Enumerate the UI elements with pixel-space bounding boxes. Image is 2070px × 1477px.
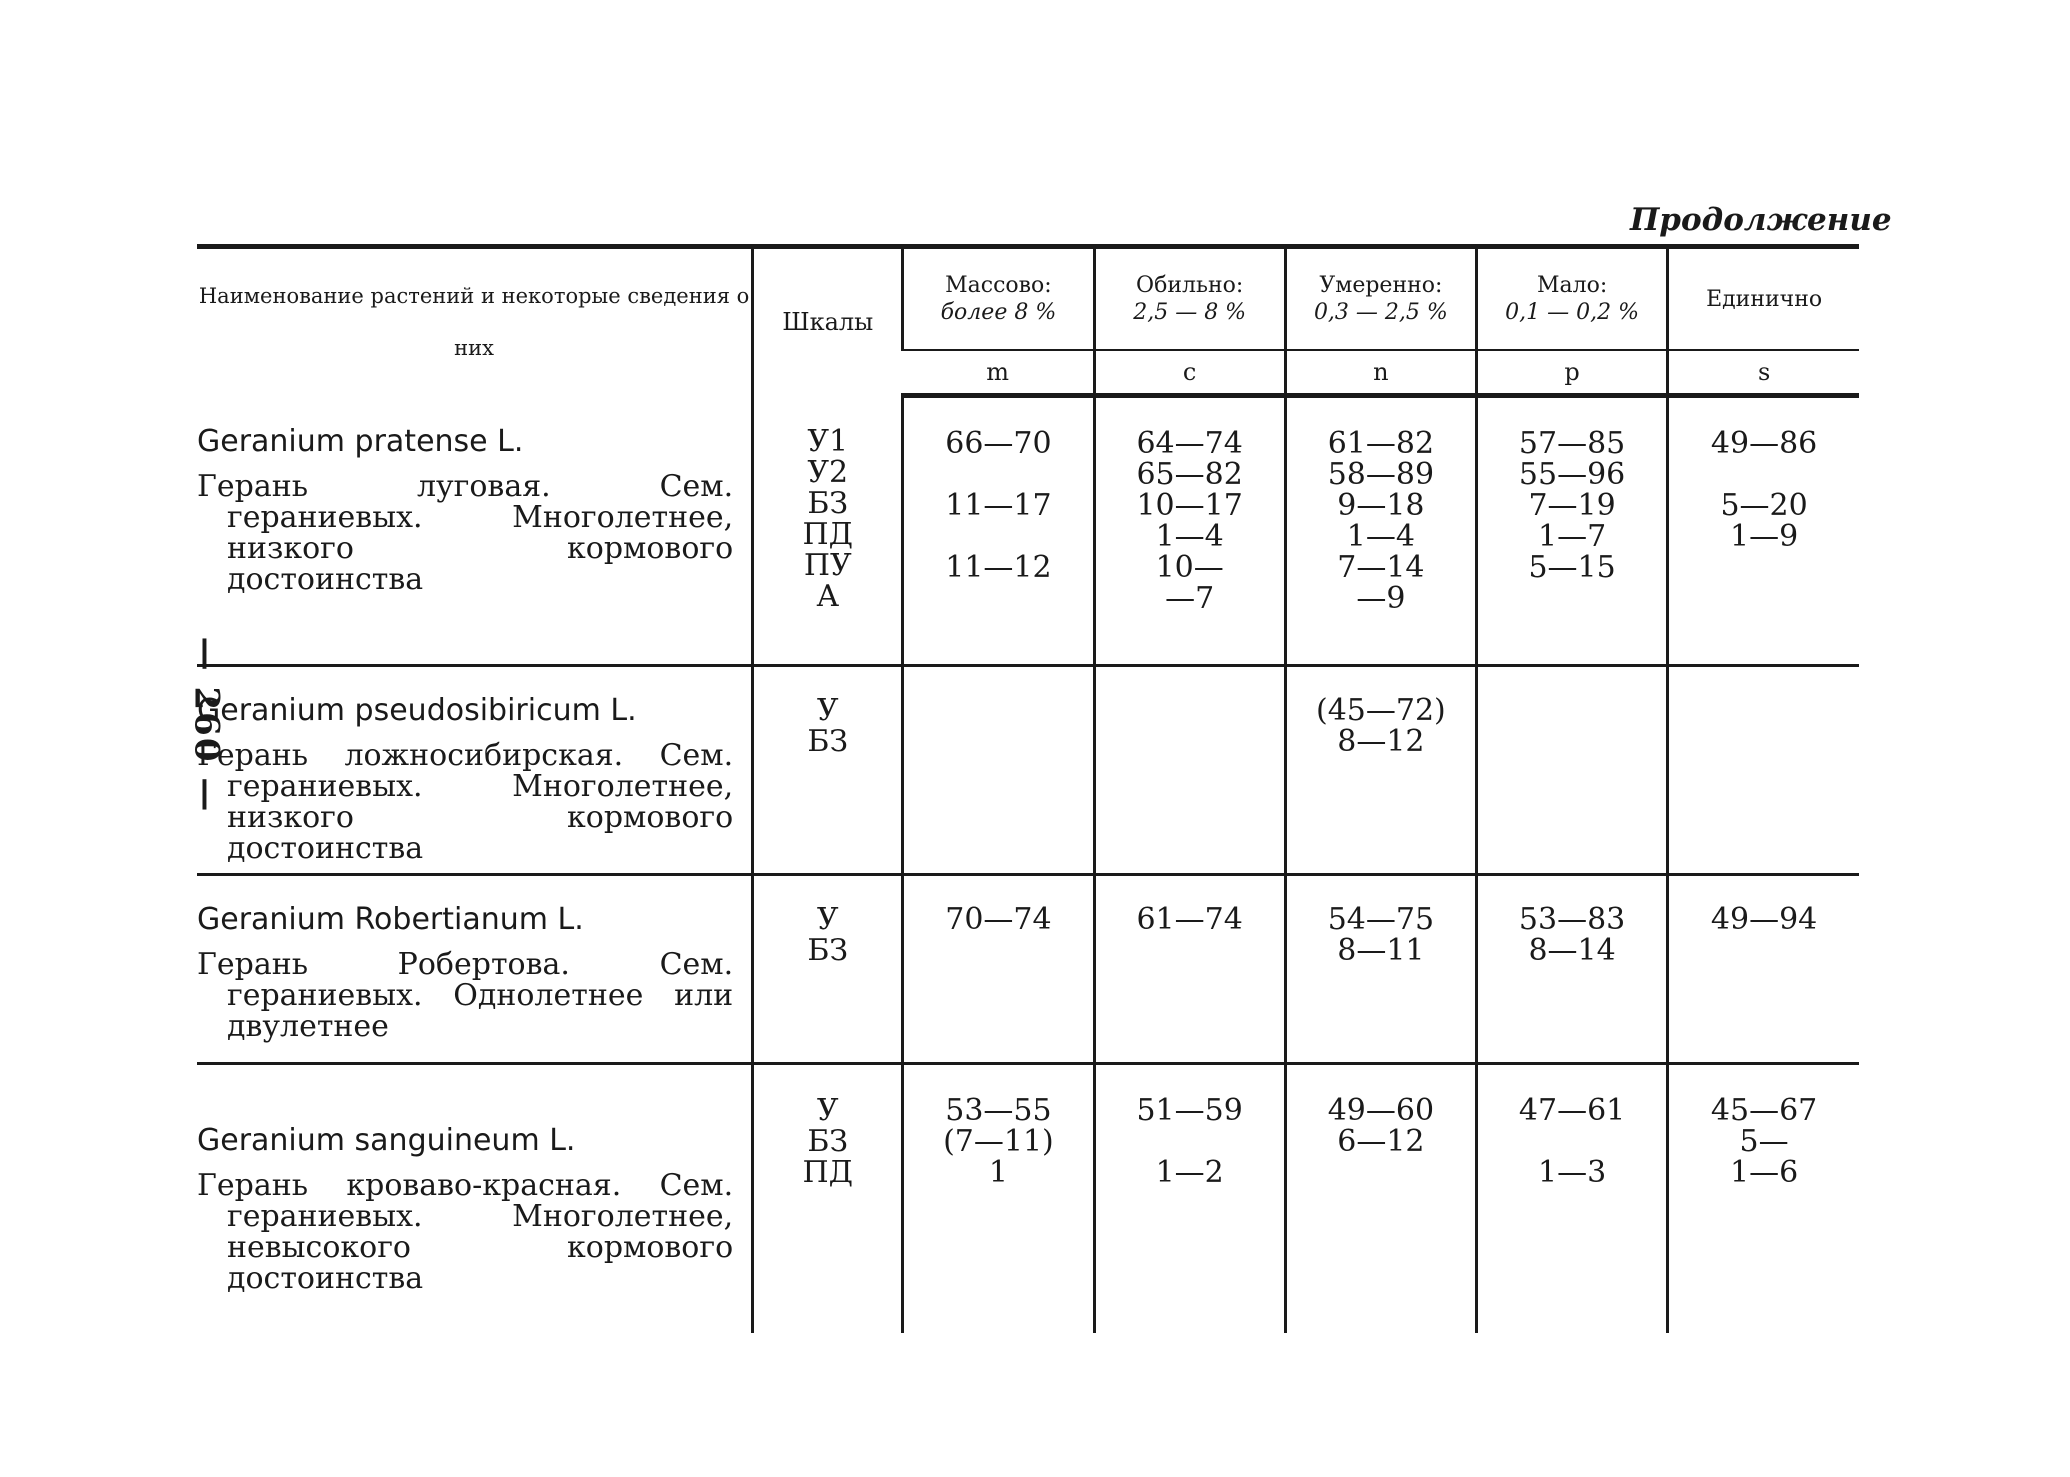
cell-value [1669,726,1859,757]
cell-value: 61—74 [1136,902,1243,937]
scale-value: А [816,578,840,614]
plant-description: Герань ложносибирская. Сем. гераниевых. Многолетнее, низкого кормового достоинства [197,738,734,866]
cell-value [1669,935,1859,966]
cell-value: 10—17 [1136,488,1243,523]
cell-value: 8—12 [1337,724,1425,759]
cell-value: 1—3 [1538,1155,1607,1190]
cell-value [1669,695,1859,726]
latin-name: Geranium sanguineum L. [197,1123,576,1158]
scale-value: ПД [802,516,854,552]
table-row [197,1064,1859,1334]
category-label: Единично [1706,286,1823,312]
cell-value [904,935,1092,966]
plant-name-cell [197,1064,753,1334]
value-cell-s [1668,396,1859,666]
cell-value: 7—14 [1337,550,1425,585]
value-cell-n [1285,396,1476,666]
scale-value: ПД [802,1155,854,1190]
value-cell-c [1094,396,1285,666]
cell-value: (45—72) [1315,693,1446,728]
cell-value: 1—7 [1538,519,1607,554]
cell-value: 70—74 [945,902,1052,937]
scales-cell [753,396,903,666]
cell-value: 1—6 [1730,1155,1799,1190]
cell-value [904,583,1092,614]
cell-value [1096,1126,1284,1157]
value-cell-p [1476,396,1667,666]
cell-value: 53—83 [1518,902,1626,937]
header-scales-column: Шкалы [753,247,903,396]
value-cell-m [903,875,1094,1064]
cell-value: 8—11 [1337,933,1425,968]
cell-value: 49—94 [1710,902,1818,937]
cell-value: 54—75 [1327,902,1435,937]
value-cell-m [903,396,1094,666]
header-code-n: n [1285,350,1476,396]
header-code-m: m [903,350,1094,396]
latin-name: Geranium pseudosibiricum L. [197,693,637,728]
scales-cell [753,1064,903,1334]
cell-value: 66—70 [945,426,1052,461]
plant-name-cell [197,666,753,875]
cell-value: 5—15 [1528,550,1616,585]
cell-value: 53—55 [945,1093,1052,1128]
value-cell-p [1476,666,1667,875]
scale-value: У [816,693,839,728]
cell-value: 64—74 [1136,426,1243,461]
category-label: Обильно: [1136,273,1244,298]
cell-value: (7—11) [943,1124,1054,1159]
cell-value: 1—4 [1346,519,1415,554]
header-code-s: s [1668,350,1859,396]
cell-value [1096,726,1284,757]
cell-value: 45—67 [1710,1093,1818,1128]
scale-value: У1 [807,423,849,459]
page-number: — 260 — [186,636,227,814]
cell-value: 5—20 [1720,488,1808,523]
cell-value: 10— [1155,550,1224,585]
cell-value [1669,552,1859,583]
cell-value: 11—12 [945,550,1052,585]
cell-value: 49—86 [1710,426,1818,461]
cell-value [904,695,1092,726]
scale-value: У2 [807,454,849,490]
value-cell-n [1285,1064,1476,1334]
cell-value: —7 [1165,581,1215,616]
header-category-few [1476,247,1667,351]
cell-value [904,726,1092,757]
cell-value: 1—2 [1155,1155,1224,1190]
cell-value: 7—19 [1528,488,1616,523]
scale-value: БЗ [807,933,849,968]
value-cell-s [1668,1064,1859,1334]
latin-name: Geranium pratense L. [197,423,524,459]
scale-value: БЗ [807,1124,849,1159]
category-value: 2,5 — 8 % [1133,300,1247,325]
header-category-moderate [1285,247,1476,351]
cell-value: 49—60 [1327,1093,1435,1128]
cell-value [1669,459,1859,490]
cell-value: 5— [1739,1124,1789,1159]
header-code-c: c [1094,350,1285,396]
header-code-p: p [1476,350,1667,396]
value-cell-s [1668,875,1859,1064]
category-label: Массово: [945,273,1052,298]
value-cell-s [1668,666,1859,875]
cell-value [1478,726,1666,757]
scales-cell [753,875,903,1064]
table-row [197,666,1859,875]
cell-value: 6—12 [1337,1124,1425,1159]
header-category-abundant [1094,247,1285,351]
table-row [197,875,1859,1064]
cell-value: 1—9 [1730,519,1799,554]
value-cell-p [1476,1064,1667,1334]
category-value: более 8 % [940,300,1057,325]
category-label: Мало: [1536,273,1608,298]
value-cell-c [1094,875,1285,1064]
plant-description: Герань Робертова. Сем. гераниевых. Однолетнее или двулетнее [197,947,734,1044]
plant-description: Герань луговая. Сем. гераниевых. Многолетнее, низкого кормового достоинства [197,468,734,597]
cell-value: 51—59 [1136,1093,1243,1128]
continued-label: Продолжение [1630,202,1892,238]
cell-value: 1 [988,1155,1008,1190]
header-category-mass [903,247,1094,351]
category-value: 0,3 — 2,5 % [1313,300,1448,325]
cell-value [1669,583,1859,614]
header-name-column: Наименование растений и некоторые сведения о них [197,247,753,396]
plant-description: Герань кроваво-красная. Сем. гераниевых. Многолетнее, невысокого кормового достоинства [197,1168,734,1296]
scale-value: БЗ [807,485,849,521]
cell-value: 65—82 [1136,457,1243,492]
value-cell-c [1094,1064,1285,1334]
scales-cell [753,666,903,875]
category-value: 0,1 — 0,2 % [1505,300,1640,325]
cell-value [904,521,1092,552]
scale-value: У [816,1093,839,1128]
category-label: Умеренно: [1319,273,1443,298]
cell-value: 8—14 [1528,933,1616,968]
value-cell-n [1285,666,1476,875]
latin-name: Geranium Robertianum L. [197,902,584,937]
scale-value: ПУ [803,547,852,583]
cell-value [1096,695,1284,726]
value-cell-m [903,666,1094,875]
value-cell-p [1476,875,1667,1064]
value-cell-c [1094,666,1285,875]
cell-value: 11—17 [945,488,1052,523]
value-cell-n [1285,875,1476,1064]
cell-value: 57—85 [1518,426,1626,461]
plant-name-cell [197,396,753,666]
cell-value [1478,1126,1666,1157]
cell-value [1478,583,1666,614]
cell-value: —9 [1356,581,1406,616]
scale-value: У [816,902,839,937]
scale-value: БЗ [807,724,849,759]
cell-value [1478,695,1666,726]
header-category-single [1668,247,1859,351]
cell-value [1287,1157,1475,1188]
cell-value: 9—18 [1337,488,1425,523]
cell-value: 47—61 [1518,1093,1626,1128]
value-cell-m [903,1064,1094,1334]
cell-value: 58—89 [1327,457,1435,492]
cell-value: 55—96 [1518,457,1626,492]
plant-scales-table [197,244,1859,1333]
table-row [197,396,1859,666]
cell-value [904,459,1092,490]
cell-value: 1—4 [1155,519,1224,554]
plant-name-cell [197,875,753,1064]
cell-value: 61—82 [1327,426,1435,461]
cell-value [1096,935,1284,966]
